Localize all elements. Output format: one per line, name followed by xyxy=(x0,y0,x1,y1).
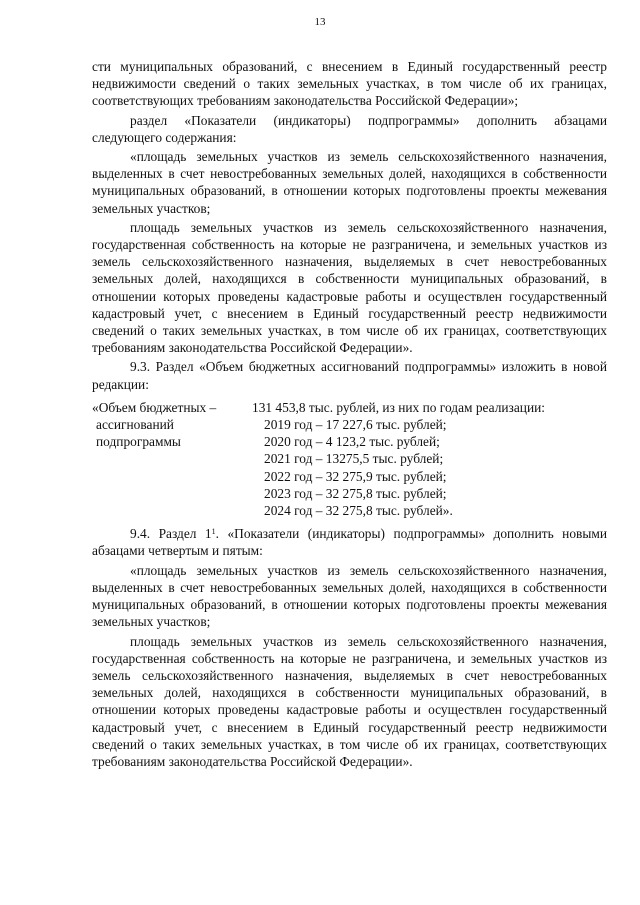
budget-year-2024: 2024 год – 32 275,8 тыс. рублей». xyxy=(264,503,453,519)
item-9-4-rest: . «Показатели (индикаторы) подпрограммы» дополнить новыми абзацами четвертым и пятым: xyxy=(92,526,608,559)
paragraph-indicator-1: «площадь земельных участков из земель сельскохозяйственного назначения, выделенных в счет невостребованных земельных долей, находящихся в собственности муниципальных образований, в отношении которых подготовлены проекты межевания земельных участков; xyxy=(92,149,607,216)
budget-year-2023: 2023 год – 32 275,8 тыс. рублей; xyxy=(264,485,447,501)
budget-label xyxy=(92,399,252,519)
section-superscript: 1 xyxy=(211,527,216,537)
budget-year-2021: 2021 год – 13275,5 тыс. рублей; xyxy=(264,451,444,467)
page-number: 13 xyxy=(314,16,326,28)
paragraph-item-9-3: 9.3. Раздел «Объем бюджетных ассигнований подпрограммы» изложить в новой редакции: xyxy=(92,359,607,392)
paragraph-new-indicator-2: площадь земельных участков из земель сельскохозяйственного назначения, государственная собственность на которые не разграничена, и земельных участков из земель сельскохозяйственного назначения, выделяемых в счет невостребованных земельных долей, находящихся в собственности муниципальных образований, в отношении которых проведены кадастровые работы и осуществлен государственный кадастровый учет, с внесением в Единый государственный реестр недвижимости сведений о таких земельных участках, в том числе об их границах, соответствующих требованиям законодательства Российской Федерации». xyxy=(92,633,607,769)
budget-label-line-2: ассигнований xyxy=(96,417,174,433)
paragraph-indicator-2: площадь земельных участков из земель сельскохозяйственного назначения, государственная собственность на которые не разграничена, и земельных участков из земель сельскохозяйственного назначения, выделяемых в счет невостребованных земельных долей, находящихся в собственности муниципальных образований, в отношении которых проведены кадастровые работы и осуществлен государственный кадастровый учет, с внесением в Единый государственный реестр недвижимости сведений о таких земельных участках, в том числе об их границах, соответствующих требованиям законодательства Российской Федерации». xyxy=(92,219,607,356)
paragraph-section-amendment: раздел «Показатели (индикаторы) подпрограммы» дополнить абзацами следующего содержания: xyxy=(92,112,607,145)
budget-year-2022: 2022 год – 32 275,9 тыс. рублей; xyxy=(264,468,447,484)
budget-year-2020: 2020 год – 4 123,2 тыс. рублей; xyxy=(264,434,440,450)
document-body xyxy=(92,58,607,770)
budget-year-2019: 2019 год – 17 227,6 тыс. рублей; xyxy=(264,417,447,433)
budget-allocation-block xyxy=(92,399,607,519)
budget-values xyxy=(252,399,607,519)
paragraph-item-9-4 xyxy=(92,525,607,559)
paragraph-continuation: сти муниципальных образований, с внесением в Единый государственный реестр недвижимости сведений о таких земельных участках, в том числе об их границах, соответствующих требованиям законодательства Российской Федерации»; xyxy=(92,59,607,109)
budget-label-line-1: «Объем бюджетных – xyxy=(92,399,217,415)
budget-total: 131 453,8 тыс. рублей, из них по годам реализации: xyxy=(252,399,545,415)
budget-label-line-3: подпрограммы xyxy=(96,434,181,450)
item-9-4-start: 9.4. Раздел 1 xyxy=(130,526,212,542)
paragraph-new-indicator-1: «площадь земельных участков из земель сельскохозяйственного назначения, выделенных в счет невостребованных земельных долей, находящихся в собственности муниципальных образований, в отношении которых подготовлены проекты межевания земельных участков; xyxy=(92,562,607,630)
